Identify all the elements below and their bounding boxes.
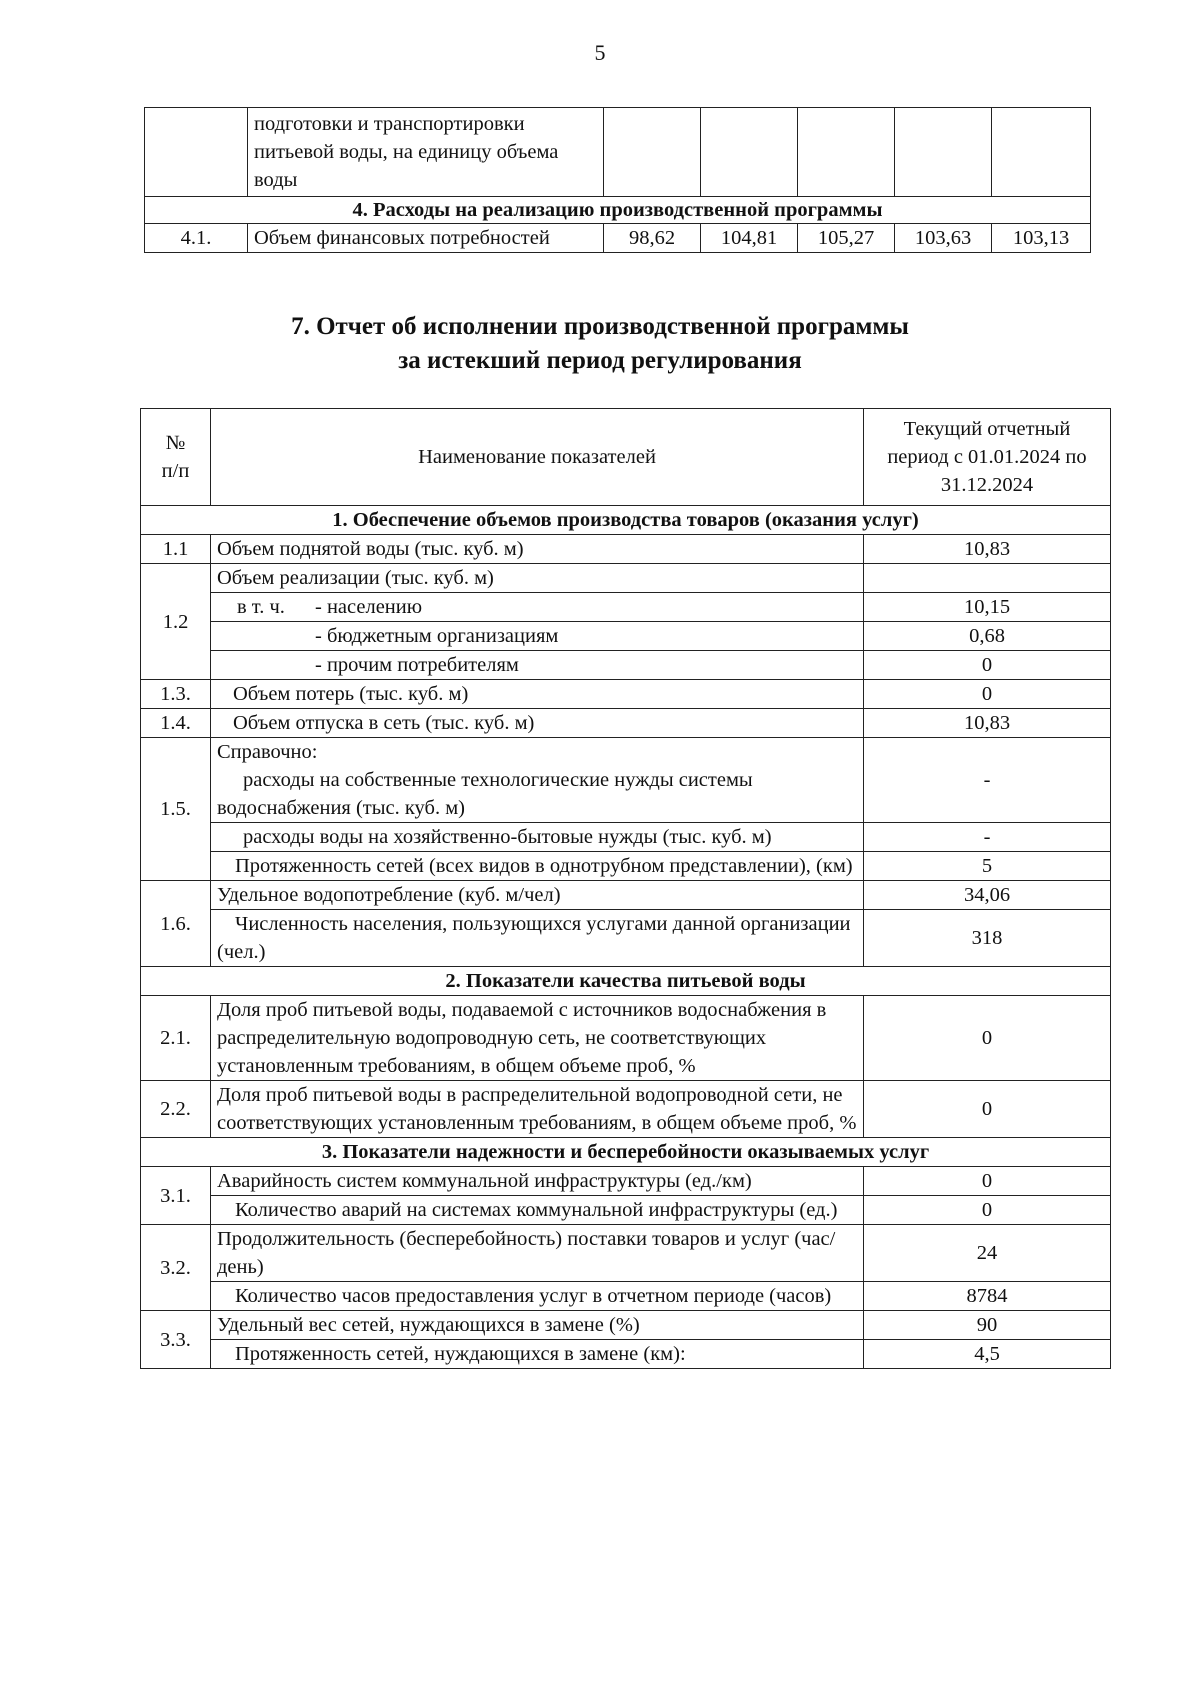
row-number: 1.4. bbox=[141, 709, 211, 738]
sub-prefix: в т. ч. bbox=[237, 596, 285, 618]
section-1-title: 1. Обеспечение объемов производства товаров (оказания услуг) bbox=[141, 506, 1111, 535]
table-row bbox=[141, 1311, 1111, 1340]
table-row bbox=[141, 680, 1111, 709]
row-name: Удельное водопотребление (куб. м/чел) bbox=[211, 881, 864, 910]
row-name: Объем отпуска в сеть (тыс. куб. м) bbox=[211, 709, 864, 738]
row-number: 2.2. bbox=[141, 1081, 211, 1138]
table-row bbox=[141, 1340, 1111, 1369]
row-number: 1.5. bbox=[141, 738, 211, 881]
value-cell: 10,83 bbox=[864, 535, 1111, 564]
value-cell: 90 bbox=[864, 1311, 1111, 1340]
row-name: Удельный вес сетей, нуждающихся в замене (%) bbox=[211, 1311, 864, 1340]
section-2-title: 2. Показатели качества питьевой воды bbox=[141, 967, 1111, 996]
header-name: Наименование показателей bbox=[211, 409, 864, 506]
row-subname bbox=[211, 593, 864, 622]
table-row bbox=[141, 1225, 1111, 1282]
reference-item: расходы на собственные технологические нужды системы водоснабжения (тыс. куб. м) bbox=[217, 769, 753, 819]
table-row bbox=[145, 224, 1091, 253]
value-cell: 0 bbox=[864, 1196, 1111, 1225]
value-cell: 98,62 bbox=[604, 224, 701, 253]
section-3-title: 3. Показатели надежности и бесперебойности оказываемых услуг bbox=[141, 1138, 1111, 1167]
row-name: подготовки и транспортировки питьевой воды, на единицу объема воды bbox=[248, 108, 604, 197]
value-cell: 104,81 bbox=[701, 224, 798, 253]
table-row bbox=[141, 535, 1111, 564]
header-period: Текущий отчетный период с 01.01.2024 по 31.12.2024 bbox=[864, 409, 1111, 506]
section-row bbox=[141, 506, 1111, 535]
table-row bbox=[141, 996, 1111, 1081]
table-row bbox=[141, 852, 1111, 881]
table-row bbox=[141, 1282, 1111, 1311]
row-number: 1.2 bbox=[141, 564, 211, 680]
value-cell: 0 bbox=[864, 1167, 1111, 1196]
header-row bbox=[141, 409, 1111, 506]
value-cell: 103,63 bbox=[895, 224, 992, 253]
value-cell: 10,83 bbox=[864, 709, 1111, 738]
row-name: Объем реализации (тыс. куб. м) bbox=[211, 564, 864, 593]
row-name: Продолжительность (бесперебойность) поставки товаров и услуг (час/день) bbox=[211, 1225, 864, 1282]
value-cell: 103,13 bbox=[992, 224, 1091, 253]
table-row bbox=[141, 823, 1111, 852]
reference-label: Справочно: bbox=[217, 741, 318, 763]
table-row bbox=[141, 593, 1111, 622]
row-name: Количество аварий на системах коммунальной инфраструктуры (ед.) bbox=[211, 1196, 864, 1225]
value-cell: 24 bbox=[864, 1225, 1111, 1282]
row-name: Протяженность сетей (всех видов в однотрубном представлении), (км) bbox=[211, 852, 864, 881]
page-number: 5 bbox=[594, 40, 606, 65]
row-number: 1.6. bbox=[141, 881, 211, 967]
row-subname: - прочим потребителям bbox=[211, 651, 864, 680]
row-number: 3.2. bbox=[141, 1225, 211, 1311]
table-row bbox=[141, 709, 1111, 738]
value-cell: 105,27 bbox=[798, 224, 895, 253]
section-4-title: 4. Расходы на реализацию производственной программы bbox=[145, 197, 1091, 224]
report-table bbox=[140, 408, 1111, 1369]
row-name: Аварийность систем коммунальной инфраструктуры (ед./км) bbox=[211, 1167, 864, 1196]
value-cell: 0 bbox=[864, 1081, 1111, 1138]
section-row bbox=[145, 197, 1091, 224]
table-row bbox=[141, 1196, 1111, 1225]
section-title bbox=[0, 310, 1200, 378]
table-row bbox=[141, 738, 1111, 823]
value-cell: 10,15 bbox=[864, 593, 1111, 622]
value-cell: - bbox=[864, 738, 1111, 823]
value-cell: 8784 bbox=[864, 1282, 1111, 1311]
table-row bbox=[141, 1167, 1111, 1196]
section-row bbox=[141, 967, 1111, 996]
row-subname: - бюджетным организациям bbox=[211, 622, 864, 651]
value-cell: 34,06 bbox=[864, 881, 1111, 910]
header-number: № п/п bbox=[141, 409, 211, 506]
row-name: Объем финансовых потребностей bbox=[248, 224, 604, 253]
row-number: 3.1. bbox=[141, 1167, 211, 1225]
row-name: Объем потерь (тыс. куб. м) bbox=[211, 680, 864, 709]
table-row bbox=[141, 881, 1111, 910]
table-row bbox=[141, 622, 1111, 651]
row-number: 1.3. bbox=[141, 680, 211, 709]
row-name: Численность населения, пользующихся услугами данной организации (чел.) bbox=[211, 910, 864, 967]
value-cell: 4,5 bbox=[864, 1340, 1111, 1369]
table-row bbox=[145, 108, 1091, 197]
row-name: Доля проб питьевой воды в распределительной водопроводной сети, не соответствующих установленным требованиям, в общем объеме проб, % bbox=[211, 1081, 864, 1138]
value-cell: 318 bbox=[864, 910, 1111, 967]
row-number: 1.1 bbox=[141, 535, 211, 564]
row-number: 4.1. bbox=[145, 224, 248, 253]
previous-table bbox=[144, 107, 1091, 253]
value-cell: 0 bbox=[864, 996, 1111, 1081]
sub-label: - населению bbox=[315, 596, 423, 618]
value-cell: - bbox=[864, 823, 1111, 852]
section-title-line-2: за истекший период регулирования bbox=[398, 347, 802, 374]
value-cell: 0 bbox=[864, 680, 1111, 709]
table-row bbox=[141, 1081, 1111, 1138]
section-title-line-1: 7. Отчет об исполнении производственной программы bbox=[291, 313, 909, 340]
row-number: 2.1. bbox=[141, 996, 211, 1081]
value-cell: 0 bbox=[864, 651, 1111, 680]
row-name: расходы воды на хозяйственно-бытовые нужды (тыс. куб. м) bbox=[211, 823, 864, 852]
value-cell: 5 bbox=[864, 852, 1111, 881]
table-row bbox=[141, 910, 1111, 967]
value-cell: 0,68 bbox=[864, 622, 1111, 651]
table-row bbox=[141, 651, 1111, 680]
row-name: Протяженность сетей, нуждающихся в замене (км): bbox=[211, 1340, 864, 1369]
table-row bbox=[141, 564, 1111, 593]
section-row bbox=[141, 1138, 1111, 1167]
row-name: Доля проб питьевой воды, подаваемой с источников водоснабжения в распределительную водопроводную сеть, не соответствующих установленным требованиям, в общем объеме проб, % bbox=[211, 996, 864, 1081]
row-name: Объем поднятой воды (тыс. куб. м) bbox=[211, 535, 864, 564]
row-name: Количество часов предоставления услуг в отчетном периоде (часов) bbox=[211, 1282, 864, 1311]
row-number: 3.3. bbox=[141, 1311, 211, 1369]
row-name bbox=[211, 738, 864, 823]
